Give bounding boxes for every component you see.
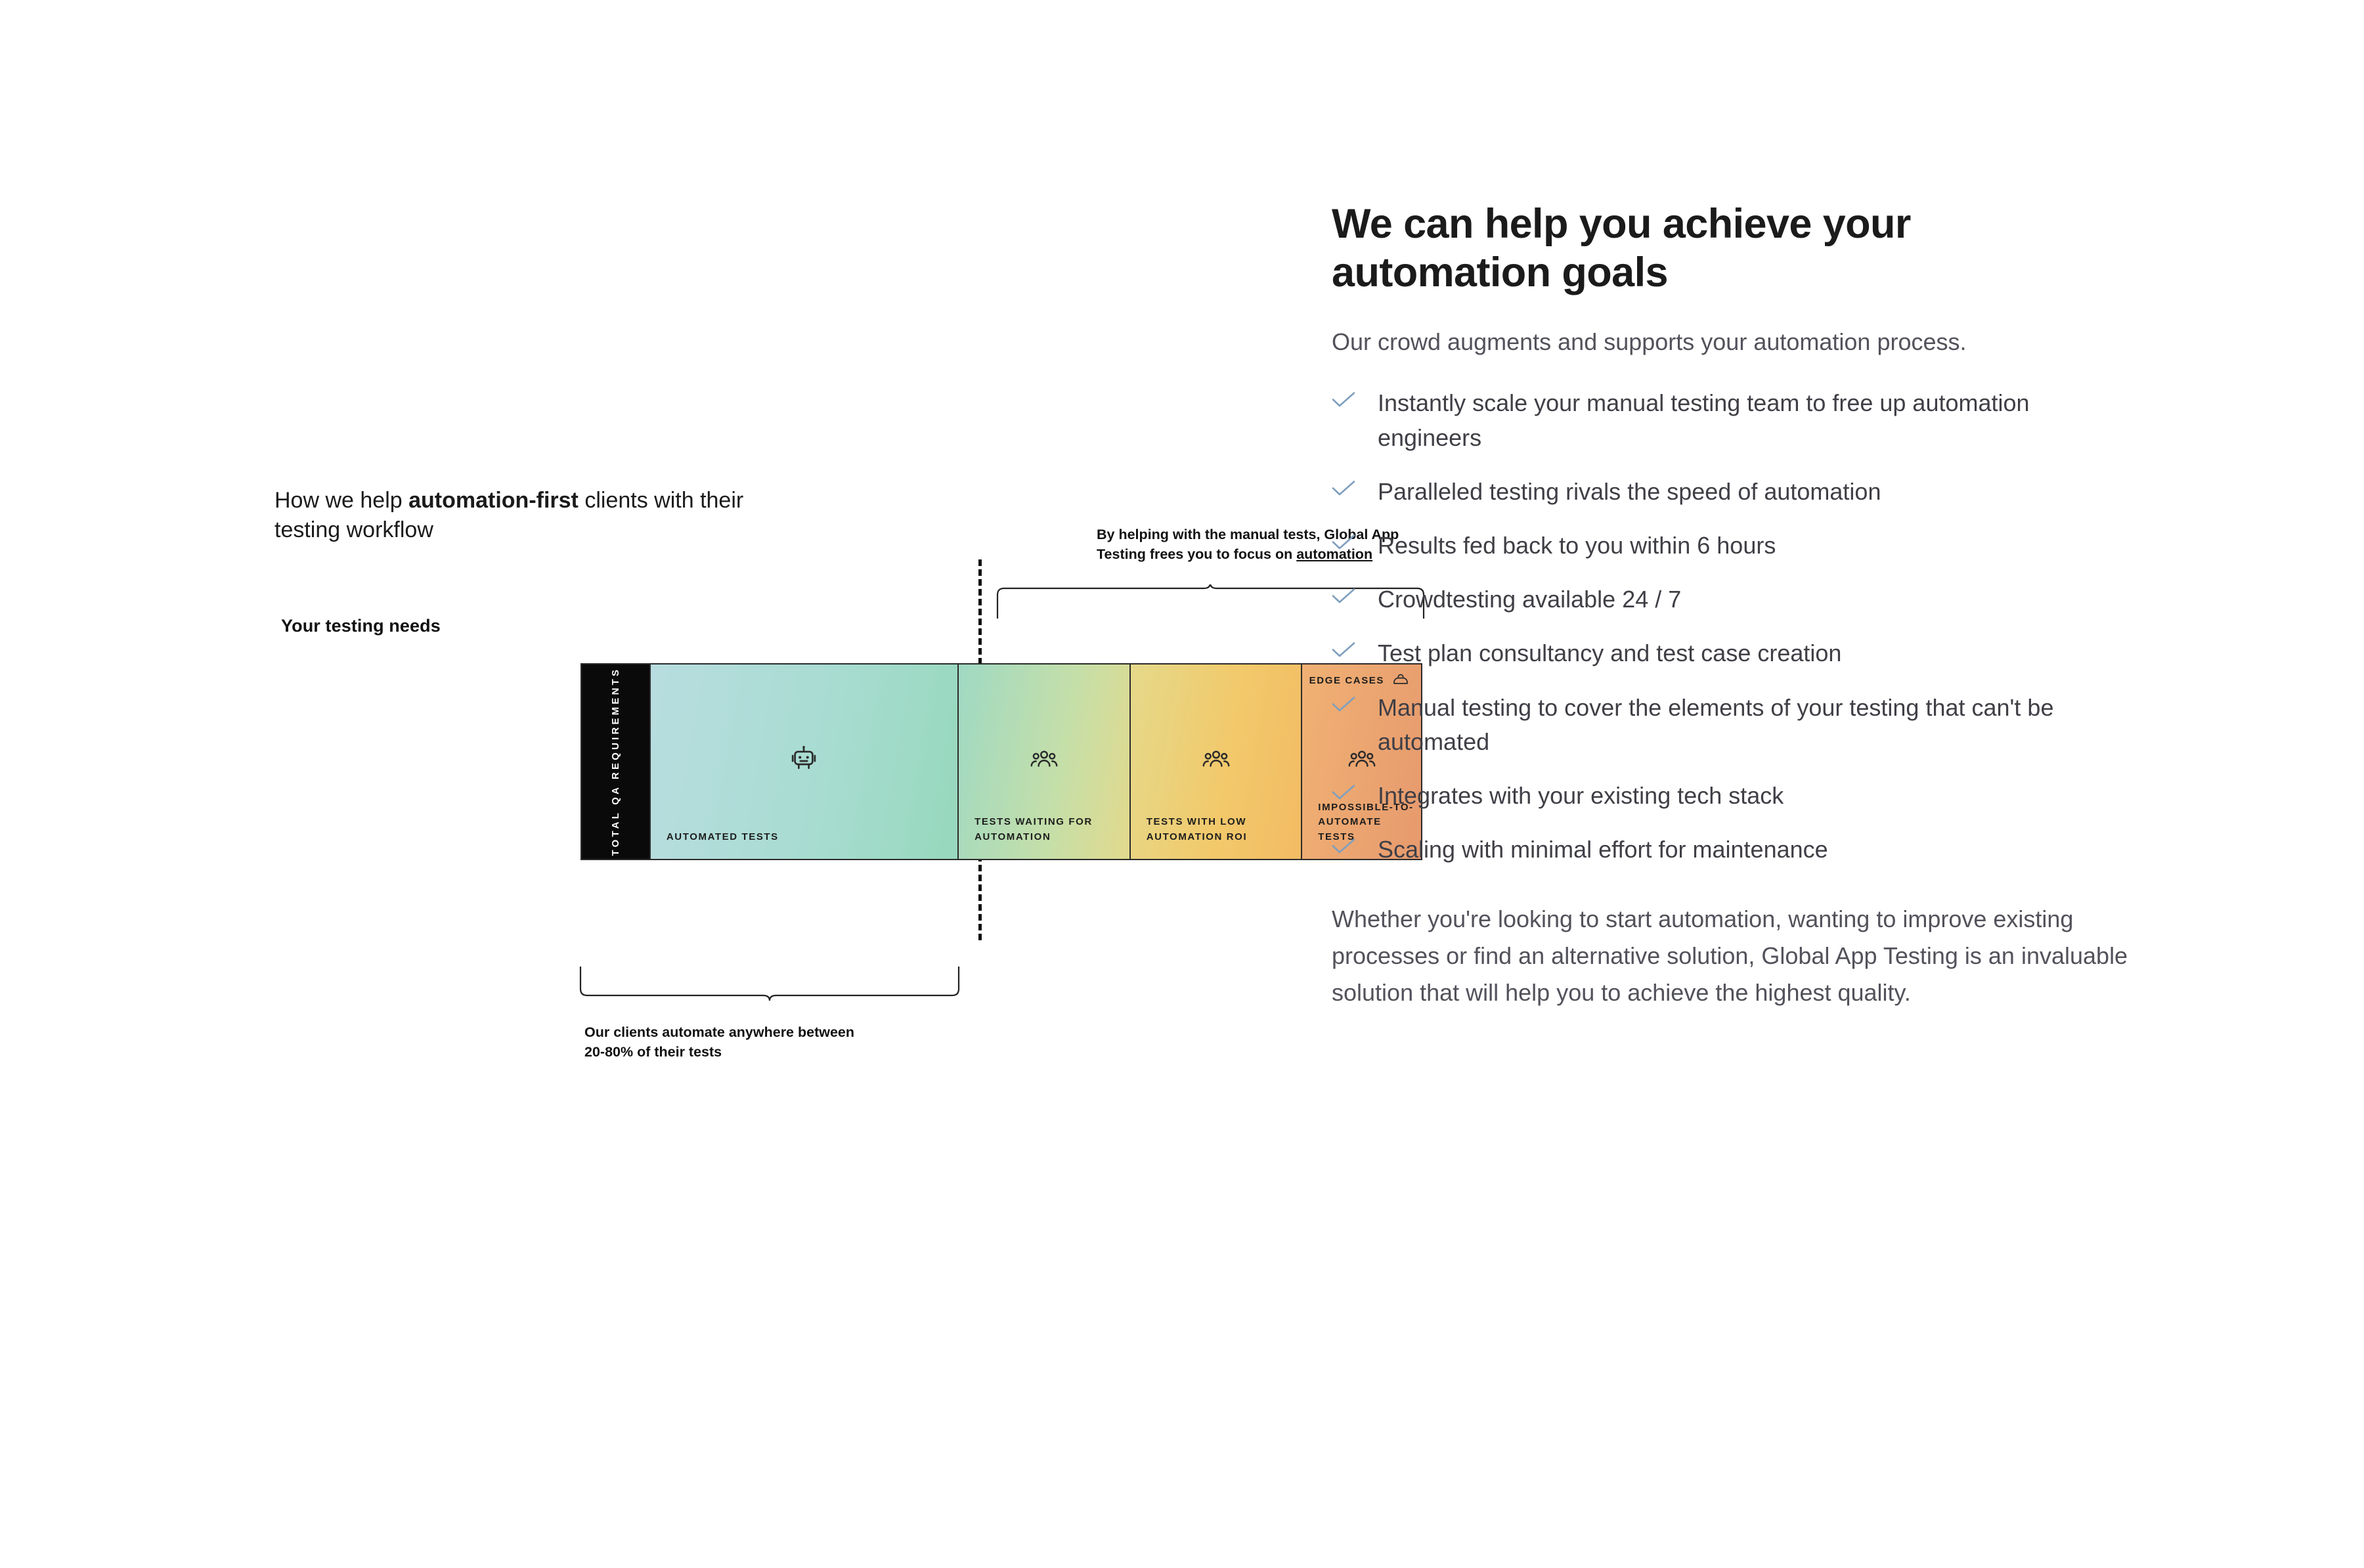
list-item [1332,582,2139,617]
list-item-label: Results fed back to you within 6 hours [1378,531,1776,559]
robot-icon [789,744,819,774]
testing-workflow-diagram [263,486,1414,1110]
list-item-label: Crowdtesting available 24 / 7 [1378,586,1682,613]
check-icon [1332,588,1355,608]
segment-tests-waiting-for-automation-label: TESTS WAITING FOR AUTOMATION [974,816,1093,842]
clients-automate-note: Our clients automate anywhere between 20-80% of their tests [584,1024,855,1060]
people-icon [1029,744,1059,774]
diagram-heading-bold: automation-first [408,488,579,513]
edge-cases-badge: EDGE CASES [1309,675,1385,686]
segment-automated-tests-label: AUTOMATED TESTS [666,831,779,842]
list-item [1332,779,2139,813]
diagram-heading [274,486,800,545]
check-icon [1332,696,1355,716]
segment-automated-tests [651,664,959,859]
your-testing-needs-label: Your testing needs [281,616,441,636]
list-item-label: Instantly scale your manual testing team to free up automation engineers [1378,389,2030,451]
closing-paragraph: Whether you're looking to start automation, wanting to improve existing processes or find an alternative solution, Global App Testing is an invaluable solution that will help you to achieve the highest quality. [1332,905,2128,1006]
list-item [1332,691,2139,759]
list-item [1332,636,2139,670]
panel-subtitle: Our crowd augments and supports your automation process. [1332,328,1967,356]
list-item [1332,529,2139,563]
automation-range-brace [579,967,960,1001]
segment-impossible-to-automate-tests-label: IMPOSSIBLE-TO- AUTOMATE TESTS [1318,801,1414,842]
automation-goals-panel [1332,200,2185,1011]
check-icon [1332,391,1355,412]
check-icon [1332,784,1355,804]
segment-tests-with-low-automation-roi [1131,664,1303,859]
list-item [1332,833,2139,867]
list-item-label: Manual testing to cover the elements of your testing that can't be automated [1378,693,2054,755]
list-item [1332,386,2139,454]
list-item-label: Paralleled testing rivals the speed of automation [1378,477,1881,505]
manual-tests-note-text: By helping with the manual tests, Global App Testing frees you to focus on [1097,527,1399,562]
testing-needs-bar [580,663,1422,860]
segment-total-qa-requirements [582,664,651,859]
check-icon [1332,480,1355,500]
list-item [1332,475,2139,509]
segment-total-qa-requirements-label: TOTAL QA REQUIREMENTS [609,667,621,856]
list-item-label: Integrates with your existing tech stack [1378,781,1784,809]
diagram-heading-part2: clients with their testing workflow [274,488,744,542]
people-icon [1201,744,1231,774]
segment-tests-waiting-for-automation [959,664,1131,859]
benefits-list [1332,386,2139,867]
check-icon [1332,534,1355,554]
diagram-heading-part1: How we help [274,488,409,513]
segment-tests-with-low-automation-roi-label: TESTS WITH LOW AUTOMATION ROI [1146,816,1248,842]
list-item-label: Scaling with minimal effort for maintenance [1378,836,1828,863]
check-icon [1332,838,1355,858]
manual-tests-note-underlined: automation [1296,546,1373,562]
check-icon [1332,642,1355,662]
page-title: We can help you achieve your automation goals [1332,201,1911,295]
list-item-label: Test plan consultancy and test case creation [1378,640,1842,667]
